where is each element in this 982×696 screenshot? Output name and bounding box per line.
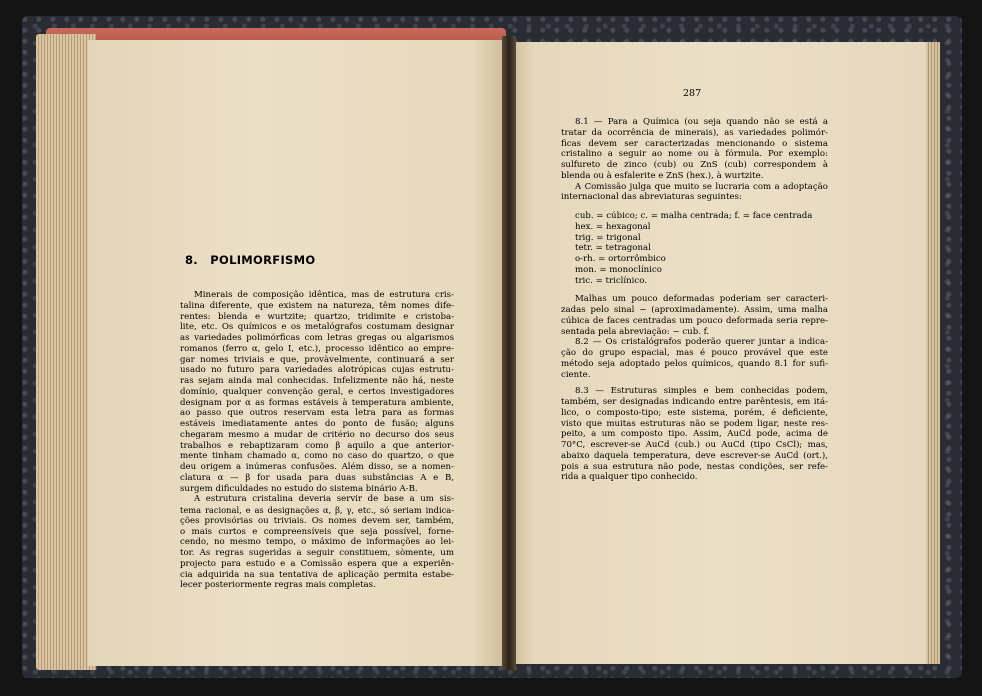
- abbreviation-item: tric. = triclínico.: [575, 275, 647, 286]
- text-line: ficas devem ser caracterizadas mencionando o sistema: [561, 138, 828, 149]
- right-page-stack: [926, 42, 940, 664]
- text-line: método seja adoptado pelos químicos, quando 8.1 for sufi-: [561, 358, 828, 369]
- text-line: as variedades polimórficas com letras gregas ou algarismos: [180, 333, 454, 343]
- left-body-text: [180, 290, 454, 591]
- text-line: 8.3 — Estruturas simples e bem conhecidas podem,: [575, 386, 828, 397]
- text-line: sulfureto de zinco (cub) ou ZnS (cub) correspondem à: [561, 160, 828, 170]
- left-page-stack: [36, 34, 96, 670]
- text-line: deu origem a inúmeras confusões. Além disso, se a nomen-: [180, 462, 454, 472]
- text-line: domínio, qualquer convenção geral, e certos investigadores: [180, 386, 454, 397]
- text-line: projecto para estudo e a Comissão espera que a experiên-: [180, 558, 454, 569]
- book-gutter: [502, 36, 516, 670]
- text-line: mente tinham chamado α, como no caso do quartzo, o que: [180, 451, 454, 462]
- text-line: internacional das abreviaturas seguintes:: [561, 192, 742, 203]
- section-title: POLIMORFISMO: [210, 253, 316, 267]
- page-number: 287: [683, 88, 702, 99]
- abbreviation-item: trig. = trigonal: [575, 232, 641, 243]
- section-number: 8.: [185, 253, 198, 267]
- text-line: ções provisórias ou triviais. Os nomes devem ser, também,: [180, 515, 454, 526]
- abbreviation-item: cub. = cúbico; c. = malha centrada; f. = face centrada: [575, 211, 813, 221]
- text-line: também, ser designadas indicando entre parêntesis, em itá-: [561, 397, 828, 407]
- text-line: ciente.: [561, 369, 591, 380]
- text-line: lico, o composto-tipo; este sistema, porém, é deficiente,: [561, 407, 828, 418]
- text-line: pois a sua estrutura não pode, nestas condições, ser refe-: [561, 461, 828, 472]
- text-line: romanos (ferro α, gelo I, etc.), processo idêntico ao empre-: [180, 343, 454, 354]
- text-line: clatura α — β for usada para duas substâncias A e B,: [180, 472, 454, 483]
- text-line: tor. As regras sugeridas a seguir constituem, sòmente, um: [180, 548, 454, 558]
- text-line: cendo, no mesmo tempo, o máximo de informações ao lei-: [180, 537, 454, 548]
- text-line: ras sejam ainda mal conhecidas. Infelizmente não há, neste: [180, 376, 454, 386]
- text-line: surgem dificuldades no estudo do sistema binário A-B.: [180, 483, 418, 494]
- text-line: talina diferente, que existem na natureza, têm nomes dife-: [180, 300, 454, 311]
- text-line: usado no futuro para variedades alotrópicas cujas estrutu-: [180, 365, 454, 376]
- text-line: rida a qualquer tipo conhecido.: [561, 472, 698, 483]
- text-line: lite, etc. Os químicos e os metalógrafos costumam designar: [180, 322, 454, 333]
- text-line: A Comissão julga que muito se lucraria com a adoptação: [575, 181, 828, 192]
- text-line: sentada pela abreviação: ~ cub. f.: [561, 326, 710, 337]
- text-line: cristalino a seguir ao nome ou à fórmula. Por exemplo:: [561, 149, 828, 160]
- text-line: ao passo que outros reservam esta letra para as formas: [180, 408, 454, 419]
- text-line: abaixo daquela temperatura, deve escrever-se AuCd (ort.),: [561, 450, 828, 461]
- text-line: tratar da ocorrência de minerais), as variedades polimór-: [561, 127, 828, 138]
- abbreviation-item: hex. = hexagonal: [575, 221, 651, 232]
- abbreviation-item: mon. = monoclínico: [575, 264, 662, 275]
- text-line: peito, a um composto tipo. Assim, AuCd pode, acima de: [561, 429, 828, 440]
- text-line: zadas pelo sinal ~ (aproximadamente). Assim, uma malha: [561, 305, 828, 315]
- text-line: estáveis imediatamente antes do ponto de fusão; alguns: [180, 419, 454, 429]
- text-line: gar nomes triviais e que, provàvelmente, continuará a ser: [180, 354, 454, 365]
- text-line: cúbica de faces centradas um pouco deformada seria repre-: [561, 315, 828, 326]
- section-heading: [185, 253, 405, 267]
- text-line: visto que muitas estruturas não se podem ligar, neste res-: [561, 418, 828, 429]
- text-line: rentes: blenda e wurtzite; quartzo, tridimite e cristoba-: [180, 311, 454, 322]
- text-line: cia adquirida na sua tentativa de aplicação permita estabe-: [180, 569, 454, 580]
- text-line: ção do grupo espacial, mas é pouco provável que este: [561, 348, 828, 358]
- text-line: Minerais de composição idêntica, mas de estrutura cris-: [194, 290, 454, 300]
- text-line: tema racional, e as designações α, β, γ, etc., só seriam indica-: [180, 505, 454, 515]
- text-line: designam por α as formas estáveis à temperatura ambiente,: [180, 397, 454, 408]
- text-line: lecer posteriormente regras mais completas.: [180, 580, 376, 591]
- text-line: blenda ou à esfalerite e ZnS (hex.), à wurtzite.: [561, 170, 764, 181]
- text-line: o mais curtos e compreensíveis que seja possível, forne-: [180, 526, 454, 537]
- text-line: Malhas um pouco deformadas poderiam ser caracteri-: [575, 294, 828, 305]
- abbreviation-item: tetr. = tetragonal: [575, 243, 651, 254]
- text-line: A estrutura cristalina deveria servir de base a um sis-: [194, 494, 454, 505]
- text-line: 70°C, escrever-se AuCd (cub.) ou AuCd (tipo CsCl); mas,: [561, 440, 828, 450]
- text-line: 8.1 — Para a Química (ou seja quando não se está a: [575, 117, 828, 127]
- abbreviation-list: [575, 211, 828, 286]
- text-line: 8.2 — Os cristalógrafos poderão querer juntar a indica-: [575, 337, 828, 348]
- right-body-text: [561, 117, 828, 483]
- text-line: chegaram mesmo a mudar de critério no decurso dos seus: [180, 429, 454, 440]
- text-line: trabalhos e rebaptizaram como β aquilo a que anterior-: [180, 440, 454, 451]
- abbreviation-item: o-rh. = ortorrômbico: [575, 254, 666, 264]
